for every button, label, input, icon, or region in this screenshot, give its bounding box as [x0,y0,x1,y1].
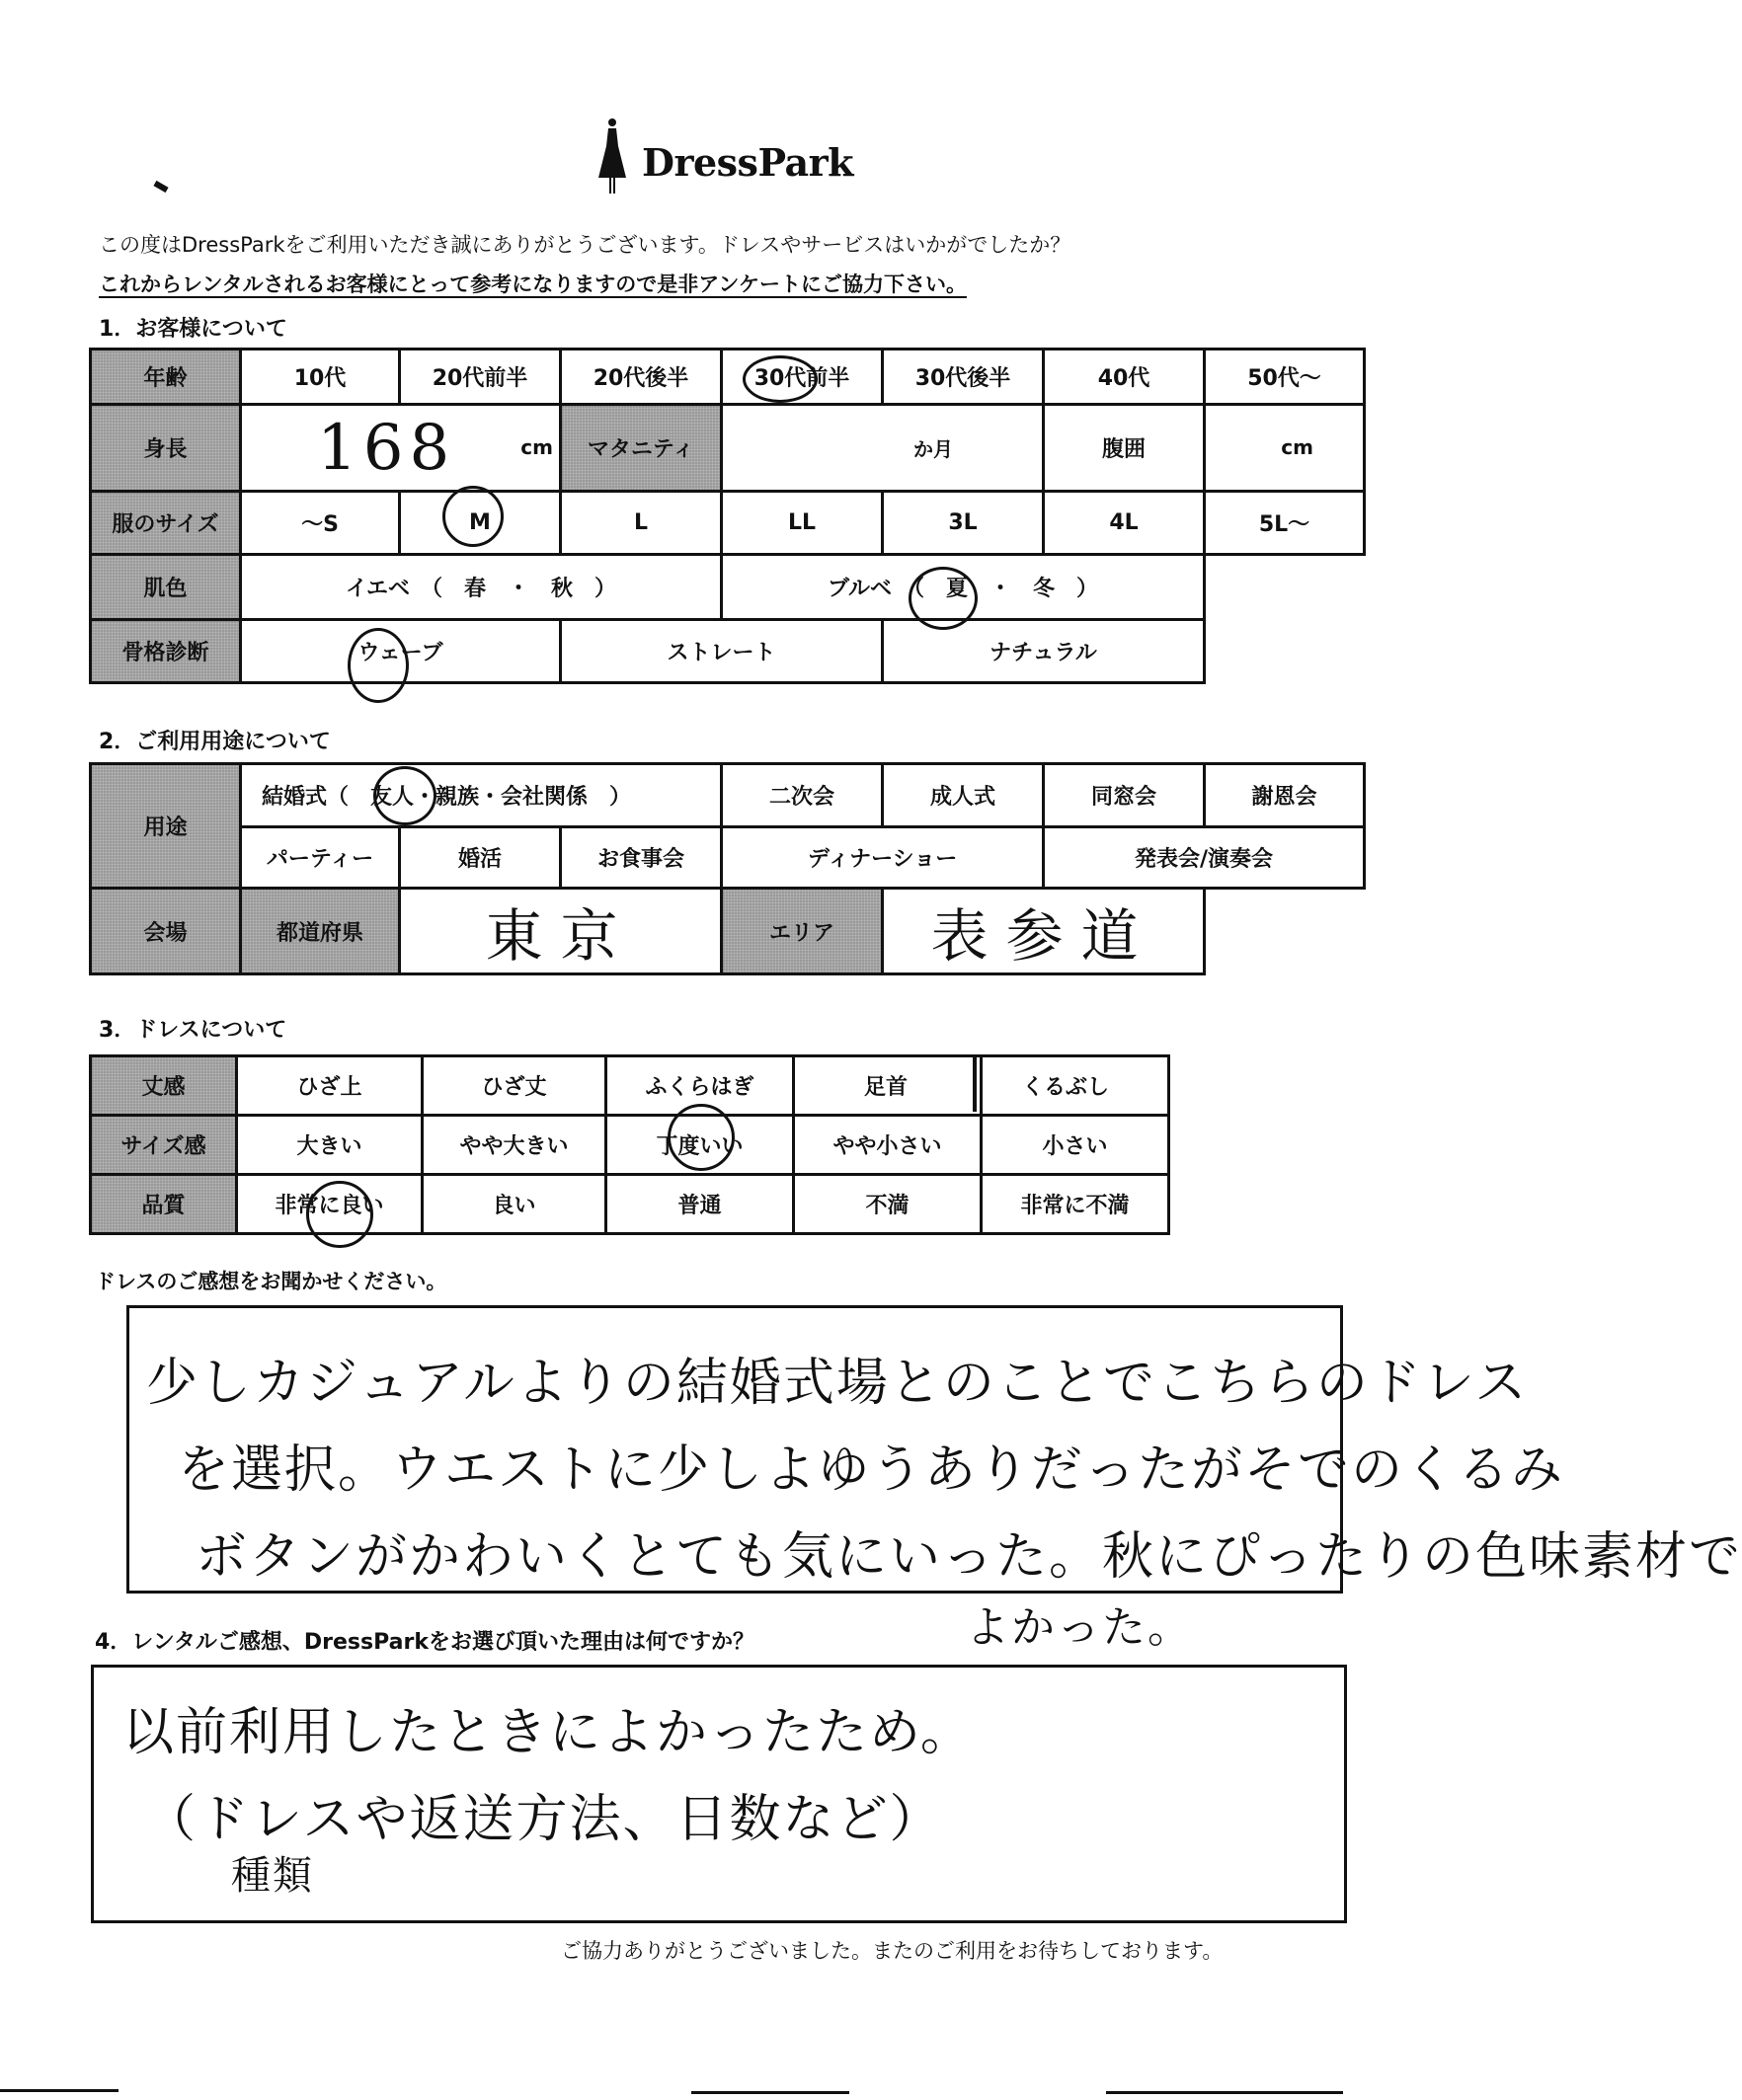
length-option[interactable]: くるぶし [982,1056,1169,1116]
dress-comment-line-4: よかった。 [966,1602,1193,1653]
fit-option[interactable]: 小さい [982,1116,1169,1175]
age-option[interactable]: 10代 [241,350,400,405]
fit-row [91,1116,1169,1175]
length-option-selected[interactable]: ふくらはぎ [606,1056,794,1116]
section-4-title: 4．レンタルご感想、DressParkをお選び頂いた理由は何ですか？ [95,1630,754,1655]
size-option-selected[interactable]: M [400,492,561,555]
fit-option[interactable]: やや大きい [423,1116,606,1175]
maternity-label: マタニティ [561,405,722,492]
height-field[interactable] [241,405,561,492]
venue-label: 会場 [91,889,241,974]
empty-cell [1205,555,1365,620]
height-unit: cm [520,435,553,459]
skin-row [91,555,1365,620]
quality-option[interactable]: 不満 [794,1175,982,1234]
section-3-title: 3．ドレスについて [99,1018,287,1043]
frame-row [91,620,1365,683]
dress-comment-line-1: 少しカジュアルよりの結婚式場とのことでこちらのドレス [146,1354,1529,1413]
waist-field[interactable] [1205,405,1365,492]
section-1-title: 1．お客様について [99,317,287,342]
size-option[interactable]: 4L [1044,492,1205,555]
length-option[interactable]: ひざ上 [237,1056,423,1116]
intro-line-2: これからレンタルされるお客様にとって参考になりますので是非アンケートにご協力下さい。 [99,272,967,296]
area-value: 表参道 [930,902,1156,970]
length-label: 丈感 [91,1056,237,1116]
age-label: 年齢 [91,350,241,405]
size-option[interactable]: 3L [883,492,1044,555]
scan-artifact [0,2089,119,2092]
purpose-option[interactable]: 婚活 [400,827,561,889]
customer-info-table [89,348,1366,684]
scan-artifact [1106,2091,1343,2094]
age-option[interactable]: 20代後半 [561,350,722,405]
frame-option[interactable]: ナチュラル [883,620,1205,683]
section-2-title: 2．ご利用用途について [99,730,331,754]
skin-blue-base[interactable]: ブルベ （ 夏 ・ 冬 ） [722,555,1205,620]
purpose-option[interactable]: 二次会 [722,764,883,827]
empty-cell [1205,620,1365,683]
purpose-label: 用途 [91,764,241,889]
maternity-unit: か月 [913,437,953,461]
rental-comment-line-3: 種類 [231,1853,314,1899]
rental-comment-line-1: 以前利用したときによかったため。 [122,1703,974,1762]
purpose-row-2 [91,827,1365,889]
dress-comment-line-3: ボタンがかわいくとても気にいった。秋にぴったりの色味素材で [196,1527,1742,1587]
dress-logo-icon [593,117,632,195]
venue-row [91,889,1365,974]
body-row [91,405,1365,492]
maternity-field[interactable] [722,405,1044,492]
height-value: 168 [317,412,456,485]
quality-option[interactable]: 非常に不満 [982,1175,1169,1234]
age-option[interactable]: 40代 [1044,350,1205,405]
fit-option[interactable]: やや小さい [794,1116,982,1175]
age-option[interactable]: 20代前半 [400,350,561,405]
fit-option-selected[interactable]: 丁度いい [606,1116,794,1175]
frame-option[interactable]: ストレート [561,620,883,683]
size-row [91,492,1365,555]
fit-option[interactable]: 大きい [237,1116,423,1175]
dress-comment-line-2: を選択。ウエストに少しよゆうありだったがそでのくるみ [178,1440,1565,1500]
prefecture-field[interactable] [400,889,722,974]
purpose-option[interactable]: パーティー [241,827,400,889]
purpose-option[interactable]: ディナーショー [722,827,1044,889]
age-option[interactable]: 50代～ [1205,350,1365,405]
stray-mark [153,181,168,193]
purpose-option[interactable]: 発表会/演奏会 [1044,827,1365,889]
quality-label: 品質 [91,1175,237,1234]
age-option[interactable]: 30代後半 [883,350,1044,405]
age-option-selected[interactable]: 30代前半 [722,350,883,405]
usage-table [89,762,1366,975]
purpose-wedding[interactable]: 結婚式（ 友人・親族・会社関係 ） [241,764,722,827]
empty-cell [1205,889,1365,974]
brand-logo-text: DressPark [642,140,853,185]
waist-unit: cm [1281,435,1313,459]
dress-table [89,1054,1170,1235]
fit-label: サイズ感 [91,1116,237,1175]
handwritten-stroke [973,1056,977,1112]
rental-comment-line-2: （ドレスや返送方法、日数など） [144,1790,943,1849]
frame-label: 骨格診断 [91,620,241,683]
skin-label: 肌色 [91,555,241,620]
size-option[interactable]: LL [722,492,883,555]
purpose-option[interactable]: お食事会 [561,827,722,889]
purpose-option[interactable]: 同窓会 [1044,764,1205,827]
quality-option[interactable]: 良い [423,1175,606,1234]
length-option[interactable]: ひざ丈 [423,1056,606,1116]
area-label: エリア [722,889,883,974]
length-row [91,1056,1169,1116]
size-option[interactable]: ～S [241,492,400,555]
skin-yellow-base[interactable]: イエベ （ 春 ・ 秋 ） [241,555,722,620]
intro-line-1: この度はDressParkをご利用いただき誠にありがとうございます。ドレスやサービスはいかがでしたか？ [99,233,1071,257]
dress-comment-prompt: ドレスのご感想をお聞かせください。 [95,1270,447,1293]
quality-row [91,1175,1169,1234]
quality-option[interactable]: 普通 [606,1175,794,1234]
waist-label: 腹囲 [1044,405,1205,492]
prefecture-label: 都道府県 [241,889,400,974]
frame-option-selected[interactable]: ウェーブ [241,620,561,683]
size-option[interactable]: L [561,492,722,555]
size-label: 服のサイズ [91,492,241,555]
prefecture-value: 東京 [485,902,636,970]
footer-thanks: ご協力ありがとうございました。またのご利用をお待ちしております。 [561,1939,1224,1963]
length-option[interactable]: 足首 [794,1056,982,1116]
purpose-row-1 [91,764,1365,827]
scan-artifact [691,2091,849,2094]
height-label: 身長 [91,405,241,492]
size-option[interactable]: 5L～ [1205,492,1365,555]
quality-option-selected[interactable]: 非常に良い [237,1175,423,1234]
purpose-option[interactable]: 謝恩会 [1205,764,1365,827]
age-row [91,350,1365,405]
area-field[interactable] [883,889,1205,974]
purpose-option[interactable]: 成人式 [883,764,1044,827]
